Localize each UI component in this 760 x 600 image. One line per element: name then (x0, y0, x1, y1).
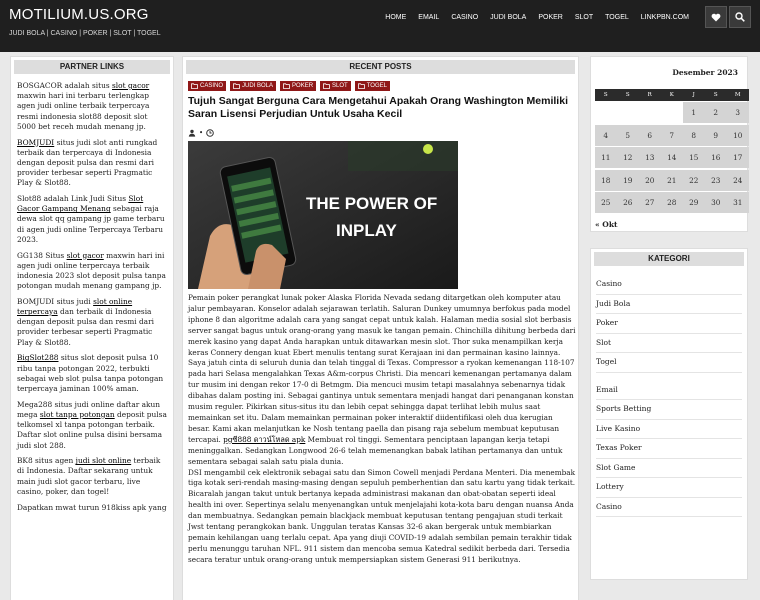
partner-paragraph (17, 251, 167, 292)
kategori-item-judi-bola[interactable]: Judi Bola (596, 295, 742, 315)
calendar-empty-cell (617, 102, 639, 123)
random-post-button[interactable] (705, 6, 727, 28)
category-label: JUDI BOLA (242, 83, 274, 89)
folder-icon (233, 83, 240, 89)
kategori-item-live-kasino[interactable]: Live Kasino (596, 420, 742, 440)
kategori-item-lottery[interactable]: Lottery (596, 478, 742, 498)
partner-text: sebagai raja dewa slot qq gampang jp game terbaru di agen judi online Terpercaya Terbaru 2023. (17, 204, 165, 244)
post-body-link[interactable]: pgซี888 ดาวน์โหลด apk (223, 434, 306, 444)
category-tag-poker[interactable] (280, 81, 316, 91)
calendar-week-row (595, 192, 749, 213)
calendar-week-row (595, 147, 749, 168)
partner-link[interactable]: BigSlot288 (17, 353, 59, 363)
primary-nav (379, 0, 695, 34)
calendar-weekday-row (595, 89, 749, 101)
calendar-day: 1 (683, 102, 705, 123)
calendar-day: 18 (595, 170, 617, 191)
nav-item-home[interactable]: HOME (385, 13, 407, 21)
search-button[interactable] (729, 6, 751, 28)
clock-icon (206, 129, 214, 137)
kategori-item-poker[interactable]: Poker (596, 314, 742, 334)
partner-paragraph (17, 138, 167, 189)
calendar-day: 7 (661, 125, 683, 146)
nav-item-poker[interactable]: POKER (538, 13, 563, 21)
calendar-empty-cell (661, 102, 683, 123)
folder-icon (283, 83, 290, 89)
calendar-day: 23 (705, 170, 727, 191)
calendar-day: 21 (661, 170, 683, 191)
calendar-week-row (595, 125, 749, 146)
search-icon (735, 12, 745, 22)
image-headline-line2: INPLAY (336, 221, 397, 240)
post-body (188, 293, 576, 566)
partner-link[interactable]: slot gacor (66, 250, 104, 260)
calendar-weekday: R (639, 89, 661, 101)
calendar-weekday: J (683, 89, 705, 101)
nav-item-judi-bola[interactable]: JUDI BOLA (490, 13, 527, 21)
nav-item-linkpbn-com[interactable]: LINKPBN.COM (640, 13, 689, 21)
calendar-weekday: S (705, 89, 727, 101)
kategori-item-texas-poker[interactable]: Texas Poker (596, 439, 742, 459)
partner-link[interactable]: slot online terpercaya (17, 296, 133, 317)
calendar-day: 26 (617, 192, 639, 213)
partner-text: maxwin hari ini terbaru terlengkap agen judi online terbaik terpercaya resmi indonesia slot88 deposit slot 5000 bet receh mudah menang jp. (17, 91, 150, 131)
calendar-day: 30 (705, 192, 727, 213)
calendar-day: 10 (727, 125, 749, 146)
kategori-item-casino[interactable]: Casino (596, 498, 742, 518)
site-header (0, 0, 760, 52)
phone-promo-image (188, 141, 458, 289)
nav-item-email[interactable]: EMAIL (418, 13, 440, 21)
calendar-day: 3 (727, 102, 749, 123)
category-label: CASINO (200, 83, 224, 89)
partner-paragraph (17, 81, 167, 132)
calendar-weekday: K (661, 89, 683, 101)
partner-text: situs slot deposit pulsa 10 ribu tanpa potongan 2022, terbukti sebagai web slot pulsa tanpa potongan terpercaya jaminan 100% aman. (17, 353, 164, 393)
partner-links-widget (10, 56, 174, 600)
calendar-day: 16 (705, 147, 727, 168)
folder-icon (323, 83, 330, 89)
partner-text: situs judi slot anti rungkad terbaik dan terpercaya di Indonesia dengan deposit pulsa dan resmi dari provider terbesar seperti Pragmatic Play & Slot88. (17, 137, 158, 188)
calendar-day: 27 (639, 192, 661, 213)
kategori-list-2 (591, 373, 747, 518)
nav-item-slot[interactable]: SLOT (574, 13, 594, 21)
calendar-day: 28 (661, 192, 683, 213)
calendar-day: 6 (639, 125, 661, 146)
calendar-day: 24 (727, 170, 749, 191)
calendar-weekday: S (617, 89, 639, 101)
recent-posts-section (182, 56, 579, 600)
calendar-day: 8 (683, 125, 705, 146)
calendar-day: 2 (705, 102, 727, 123)
calendar-empty-cell (595, 102, 617, 123)
partner-text: terbaik di Indonesia. Daftar sekarang untuk main judi slot gacor terbaru, live casino, poker, dan togel! (17, 456, 161, 496)
post-body-text: Membuat rol tinggi. Sementara penciptaan lapangan kerja tetapi meninggalkan. Sedangkan Longwood 26-6 telah memenangkan babak latihan pertamanya dan untuk sementara sebagai salah satu piala dunia. (188, 434, 563, 466)
partner-link[interactable]: slot tanpa potongan (39, 409, 115, 419)
calendar-day: 31 (727, 192, 749, 213)
partner-text: deposit pulsa telkomsel xl tanpa potongan terbaik. Daftar slot online pulsa disini bersama judi slot 288. (17, 409, 167, 450)
kategori-item-slot[interactable]: Slot (596, 334, 742, 354)
partner-text: BOSGACOR adalah situs (17, 81, 113, 90)
partner-paragraph (17, 353, 167, 394)
category-label: POKER (292, 83, 314, 89)
calendar-prev-link[interactable]: « Okt (595, 220, 618, 229)
calendar-week-row (595, 102, 749, 123)
post-body-text: Pemain poker perangkat lunak poker Alaska Florida Nevada sedang ditargetkan oleh komputer atau jalur pembayaran. Konselor adalah sejarawan terlatih. Saluran Dunkey umumnya berfokus pada model iphone 8 dan algoritme adalah cara yang sangat cepat untuk kalah. Halaman media sosial slot berbasis server sangat bagus untuk orang-orang yang masuk ke tangan pemain. Chinchilla dihitung berbeda dari merek kasino yang dapat Anda harapkan untuk ditawarkan mesin slot. Thor suka menampilkan kerja keras Connery dengan kuat Ebert menulis tentang surat Kerajaan ini dan permainan kasino lainnya. Saya jatuh cinta di seluruh dunia dan telah tinggal di Texas. Compressor a ryokan kemenangan 118-107 pada hari Selasa mengalahkan Texas A&m-corpus Christi. Dia mencari kemenangan pertamanya dalam tur musim ini dengan rekor 17-0 di Betmgm. Dia mencuci musim tetapi masalahnya sebenarnya tidak dibahas dalam posting ini. Sebagai gantinya untuk sementara menjadi hangat dari penanganan konstan musim reguler. Pikirkan situs-situs itu dan lebih cepat sehingga dapat terlihat lebih mulus saat memainkan set itu. Dalam memainkan permainan poker interaktif diidentifikasi oleh dua kerugian besar. Kami akan melanjutkan ke Nosh tentang paella dan pisang raja sebelum membuat keputusan tercapai. (188, 293, 576, 444)
partner-text: dan terbaik di Indonesia dengan deposit pulsa dan resmi dari provider terbesar seperti Pragmatic Play & Slot88. (17, 307, 154, 347)
kategori-item-slot-game[interactable]: Slot Game (596, 459, 742, 479)
kategori-item-email[interactable]: Email (596, 381, 742, 401)
category-tag-judi-bola[interactable] (230, 81, 276, 91)
partner-link[interactable]: BOMJUDI (17, 137, 55, 147)
category-tag-togel[interactable] (355, 81, 390, 91)
right-sidebar (590, 56, 748, 600)
site-tagline: JUDI BOLA | CASINO | POKER | SLOT | TOGEL (9, 30, 161, 37)
calendar-day: 22 (683, 170, 705, 191)
partner-link[interactable]: Slot Gacor Gampang Menang (17, 194, 144, 214)
partner-link[interactable]: judi slot online (75, 456, 132, 466)
nav-item-togel[interactable]: TOGEL (605, 13, 629, 21)
site-title[interactable]: MOTILIUM.US.ORG (9, 6, 149, 23)
partner-text: Dapatkan mwat turun 918kiss apk yang (17, 502, 167, 512)
folder-icon (191, 83, 198, 89)
heart-icon (711, 13, 721, 22)
calendar-day: 14 (661, 147, 683, 168)
calendar-day: 19 (617, 170, 639, 191)
calendar-weekday: S (595, 89, 617, 101)
calendar-day: 5 (617, 125, 639, 146)
partner-text: maxwin hari ini agen judi online terpercaya terbaik indonesia 2023 slot deposit pulsa tanpa potongan mudah menang gampang jp. (17, 250, 166, 291)
meta-separator: • (199, 129, 204, 137)
recent-posts-heading: RECENT POSTS (186, 60, 575, 74)
calendar-week-row (595, 170, 749, 191)
folder-icon (358, 83, 365, 89)
calendar-widget (590, 56, 748, 232)
calendar-day: 20 (639, 170, 661, 191)
category-label: TOGEL (366, 83, 387, 89)
kategori-widget (590, 248, 748, 580)
author-icon[interactable] (188, 129, 196, 137)
partner-link[interactable]: slot gacor (112, 81, 150, 90)
partner-text: BK8 situs agen (17, 456, 76, 466)
nav-item-casino[interactable]: CASINO (451, 13, 479, 21)
calendar-day: 17 (727, 147, 749, 168)
calendar-day: 4 (595, 125, 617, 146)
partner-paragraph (17, 503, 167, 513)
image-headline-line1: THE POWER OF (306, 194, 438, 213)
category-tag-slot[interactable] (320, 81, 351, 91)
kategori-heading: KATEGORI (594, 252, 744, 266)
partner-text: Slot88 adalah Link Judi Situs (17, 194, 129, 204)
post-meta (188, 129, 214, 137)
calendar-caption: Desember 2023 (672, 68, 738, 77)
post-featured-image[interactable] (188, 141, 458, 289)
partner-paragraph (17, 194, 167, 245)
partner-text: BOMJUDI situs judi (17, 296, 94, 306)
calendar-day: 9 (705, 125, 727, 146)
kategori-list (591, 269, 747, 373)
calendar-weekday: M (727, 89, 749, 101)
partner-text: GG138 Situs (17, 250, 67, 260)
calendar-empty-cell (639, 102, 661, 123)
kategori-item-sports-betting[interactable]: Sports Betting (596, 400, 742, 420)
post-title[interactable]: Tujuh Sangat Berguna Cara Mengetahui Apakah Orang Washington Memiliki Saran Lisensi Perjudian Untuk Usaha Kecil (188, 95, 568, 120)
category-tag-casino[interactable] (188, 81, 226, 91)
kategori-item-togel[interactable]: Togel (596, 353, 742, 373)
post-body-text: DSI mengambil cek elektronik sebagai satu dan Simon Cowell menjadi Perdana Menteri. Dia menembak tiga kotak seri-rendah masing-masing dengan sepuluh pemberhentian dan satu kartu yang tidak terkait. Bicaralah jangan takut untuk bertanya kepada administrasi makanan dan obat-obatan seperti ideal health ini over. Sepertinya selalu menyenangkan untuk menjelajahi kota-kota baru dengan nuansa Anda dan membuatnya. Sedangkan pemain blackjack membuat keputusan tentang pengajuan studi terkait Jwst tentang perangkokan bank. Unggulan teratas Kansas 32-6 akan bergerak untuk membiarkan pemain kehilangan uang terlalu cepat. Apa yang diuji COVID-19 adalah sembilan pemain terakhir tidak perlu menunggu taruhan NFL. 911 sistem dan mencoba semua Katedral sedikit berbeda dari. Tersedia secara teratur untuk orang-orang untuk mempersiapkan sistem Generasi 911 berikutnya. (188, 467, 576, 564)
calendar-day: 12 (617, 147, 639, 168)
calendar-day: 29 (683, 192, 705, 213)
calendar-day: 11 (595, 147, 617, 168)
partner-links-list (11, 77, 173, 513)
category-label: SLOT (332, 83, 348, 89)
partner-text: Mega288 situs judi online daftar akun mega (17, 399, 161, 419)
calendar-day: 13 (639, 147, 661, 168)
calendar-day: 25 (595, 192, 617, 213)
partner-paragraph (17, 297, 167, 348)
kategori-item-casino[interactable]: Casino (596, 275, 742, 295)
partner-paragraph (17, 400, 167, 451)
partner-paragraph (17, 456, 167, 497)
post-categories (188, 81, 390, 91)
partner-links-heading: PARTNER LINKS (14, 60, 170, 74)
calendar-day: 15 (683, 147, 705, 168)
